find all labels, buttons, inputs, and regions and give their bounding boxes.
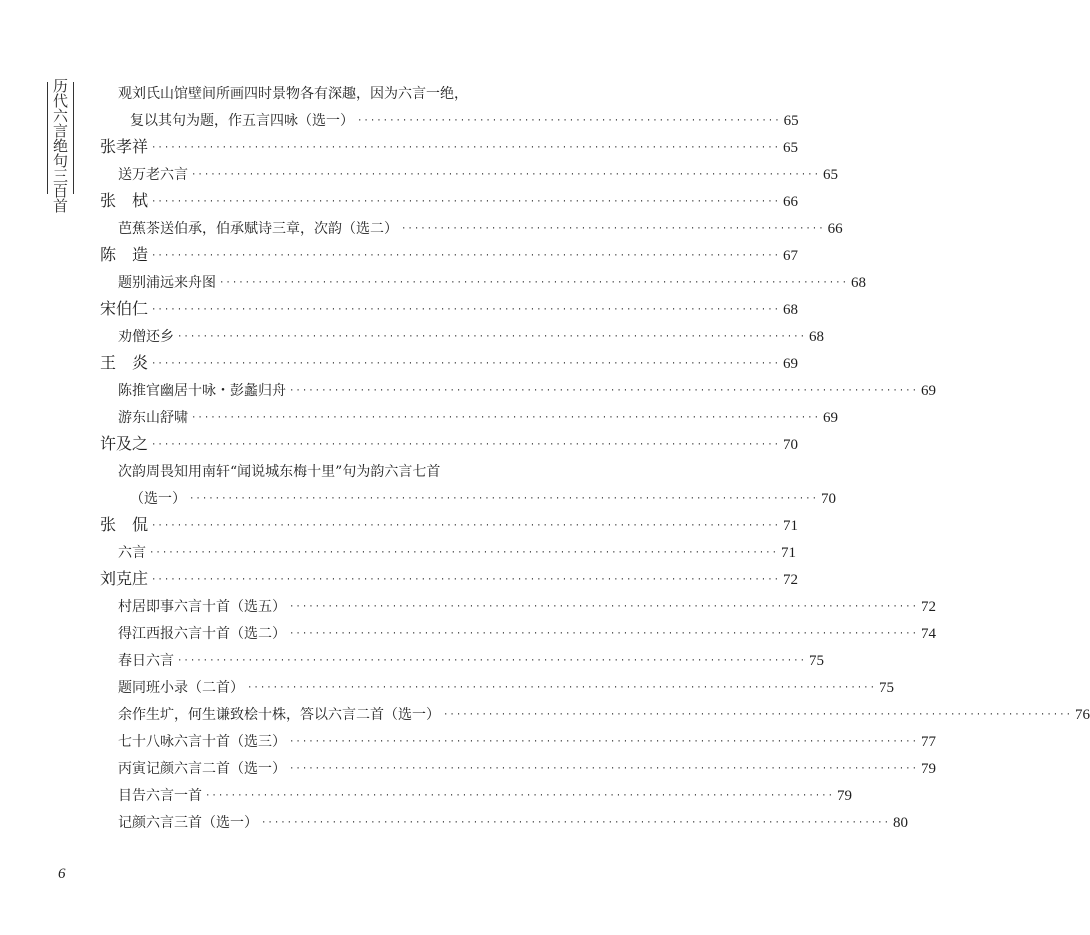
leader-dots: ·································································································· bbox=[219, 278, 849, 288]
toc-entry-author[interactable] bbox=[100, 130, 799, 157]
entry-page: 69 bbox=[823, 410, 839, 426]
toc-entry-author[interactable] bbox=[100, 292, 799, 319]
leader-dots: ·································································································· bbox=[289, 386, 919, 396]
leader-dots: ·································································································· bbox=[191, 413, 821, 423]
leader-dots: ·································································································· bbox=[151, 251, 781, 261]
entry-title: 复以其句为题，作五言四咏（选一） bbox=[130, 113, 354, 129]
leader-dots: ·································································································· bbox=[151, 440, 781, 450]
side-rule-right bbox=[73, 82, 74, 194]
entry-page: 72 bbox=[783, 572, 799, 588]
entry-title: 目告六言一首 bbox=[118, 788, 202, 804]
entry-page: 65 bbox=[783, 113, 799, 129]
entry-title: 记颜六言三首（选一） bbox=[118, 815, 258, 831]
entry-page: 68 bbox=[809, 329, 825, 345]
leader-dots: ·································································· bbox=[401, 224, 825, 234]
author-name: 王 炎 bbox=[100, 353, 149, 372]
toc-entry-author[interactable] bbox=[100, 238, 799, 265]
author-name: 许及之 bbox=[100, 434, 149, 453]
toc-entry[interactable] bbox=[100, 400, 839, 427]
entry-title: （选一） bbox=[130, 491, 186, 507]
toc-entry[interactable] bbox=[100, 535, 797, 562]
leader-dots: ·································································································· bbox=[151, 359, 781, 369]
toc-entry[interactable] bbox=[100, 103, 799, 130]
toc-entry[interactable] bbox=[100, 454, 546, 481]
entry-title: 游东山舒啸 bbox=[118, 410, 188, 426]
entry-page: 69 bbox=[783, 356, 799, 372]
author-name: 张 栻 bbox=[100, 191, 149, 210]
entry-page: 75 bbox=[879, 680, 895, 696]
entry-title: 余作生圹，何生谦致桧十株，答以六言二首（选一） bbox=[118, 707, 440, 723]
entry-page: 71 bbox=[783, 518, 799, 534]
entry-page: 79 bbox=[921, 761, 937, 777]
entry-page: 69 bbox=[921, 383, 937, 399]
toc-entry[interactable] bbox=[100, 616, 937, 643]
entry-page: 70 bbox=[783, 437, 799, 453]
toc-entry[interactable] bbox=[100, 778, 853, 805]
toc-entry[interactable] bbox=[100, 751, 937, 778]
entry-title: 春日六言 bbox=[118, 653, 174, 669]
entry-page: 65 bbox=[823, 167, 839, 183]
toc-entry-author[interactable] bbox=[100, 562, 799, 589]
toc-entry-author[interactable] bbox=[100, 427, 799, 454]
side-rule-left bbox=[47, 82, 48, 194]
leader-dots: ·································································································· bbox=[191, 170, 821, 180]
entry-title: 丙寅记颜六言二首（选一） bbox=[118, 761, 286, 777]
author-name: 刘克庄 bbox=[100, 569, 149, 588]
entry-page: 67 bbox=[783, 248, 799, 264]
entry-title: 劝僧还乡 bbox=[118, 329, 174, 345]
page-number: 6 bbox=[58, 866, 66, 882]
leader-dots: ·································································································· bbox=[151, 197, 781, 207]
entry-page: 68 bbox=[783, 302, 799, 318]
leader-dots: ·································································································· bbox=[149, 548, 779, 558]
toc-entry-author[interactable] bbox=[100, 184, 799, 211]
entry-title: 次韵周畏知用南轩“闻说城东梅十里”句为韵六言七首 bbox=[118, 464, 441, 480]
entry-title: 送万老六言 bbox=[118, 167, 188, 183]
entry-page: 74 bbox=[921, 626, 937, 642]
toc-entry[interactable] bbox=[100, 265, 867, 292]
toc-entry[interactable] bbox=[100, 76, 546, 103]
entry-title: 七十八咏六言十首（选三） bbox=[118, 734, 286, 750]
toc-entry[interactable] bbox=[100, 373, 937, 400]
leader-dots: ·································································································· bbox=[289, 764, 919, 774]
entry-page: 71 bbox=[781, 545, 797, 561]
leader-dots: ·································································································· bbox=[177, 332, 807, 342]
toc-entry[interactable] bbox=[100, 589, 937, 616]
toc-entry[interactable] bbox=[100, 724, 937, 751]
entry-title: 题别浦远来舟图 bbox=[118, 275, 216, 291]
author-name: 张孝祥 bbox=[100, 137, 149, 156]
entry-title: 六言 bbox=[118, 545, 146, 561]
author-name: 宋伯仁 bbox=[100, 299, 149, 318]
toc-entry[interactable] bbox=[100, 481, 837, 508]
leader-dots: ·································································· bbox=[357, 116, 781, 126]
leader-dots: ·································································································· bbox=[151, 143, 781, 153]
entry-title: 陈推官幽居十咏・彭蠡归舟 bbox=[118, 383, 286, 399]
author-name: 张 侃 bbox=[100, 515, 149, 534]
toc-entry[interactable] bbox=[100, 805, 909, 832]
leader-dots: ·································································································· bbox=[151, 305, 781, 315]
leader-dots: ·································································································· bbox=[261, 818, 891, 828]
table-of-contents bbox=[100, 76, 1090, 832]
entry-page: 66 bbox=[827, 221, 843, 237]
leader-dots: ·································································································· bbox=[205, 791, 835, 801]
entry-title: 观刘氏山馆壁间所画四时景物各有深趣，因为六言一绝， bbox=[118, 86, 468, 102]
toc-entry-author[interactable] bbox=[100, 508, 799, 535]
leader-dots: ·································································································· bbox=[443, 710, 1073, 720]
author-name: 陈 造 bbox=[100, 245, 149, 264]
entry-page: 75 bbox=[809, 653, 825, 669]
leader-dots: ·································································································· bbox=[151, 521, 781, 531]
toc-entry[interactable] bbox=[100, 319, 825, 346]
leader-dots: ·································································································· bbox=[289, 602, 919, 612]
running-head-title: 历代六言绝句三百首 bbox=[51, 78, 69, 213]
entry-page: 70 bbox=[821, 491, 837, 507]
toc-entry[interactable] bbox=[100, 211, 843, 238]
leader-dots: ·································································································· bbox=[177, 656, 807, 666]
entry-title: 村居即事六言十首（选五） bbox=[118, 599, 286, 615]
leader-dots: ·································································································· bbox=[247, 683, 877, 693]
entry-title: 得江西报六言十首（选二） bbox=[118, 626, 286, 642]
leader-dots: ·································································································· bbox=[289, 629, 919, 639]
toc-entry[interactable] bbox=[100, 157, 839, 184]
entry-page: 65 bbox=[783, 140, 799, 156]
entry-page: 68 bbox=[851, 275, 867, 291]
entry-page: 76 bbox=[1075, 707, 1090, 723]
entry-page: 66 bbox=[783, 194, 799, 210]
entry-page: 77 bbox=[921, 734, 937, 750]
leader-dots: ·································································································· bbox=[289, 737, 919, 747]
entry-page: 72 bbox=[921, 599, 937, 615]
entry-page: 79 bbox=[837, 788, 853, 804]
entry-title: 题同班小录（二首） bbox=[118, 680, 244, 696]
entry-page: 80 bbox=[893, 815, 909, 831]
toc-entry[interactable] bbox=[100, 697, 1090, 724]
leader-dots: ·································································································· bbox=[189, 494, 819, 504]
toc-entry-author[interactable] bbox=[100, 346, 799, 373]
entry-title: 芭蕉茶送伯承，伯承赋诗三章，次韵（选二） bbox=[118, 221, 398, 237]
leader-dots: ·································································································· bbox=[151, 575, 781, 585]
toc-entry[interactable] bbox=[100, 643, 825, 670]
toc-entry[interactable] bbox=[100, 670, 895, 697]
